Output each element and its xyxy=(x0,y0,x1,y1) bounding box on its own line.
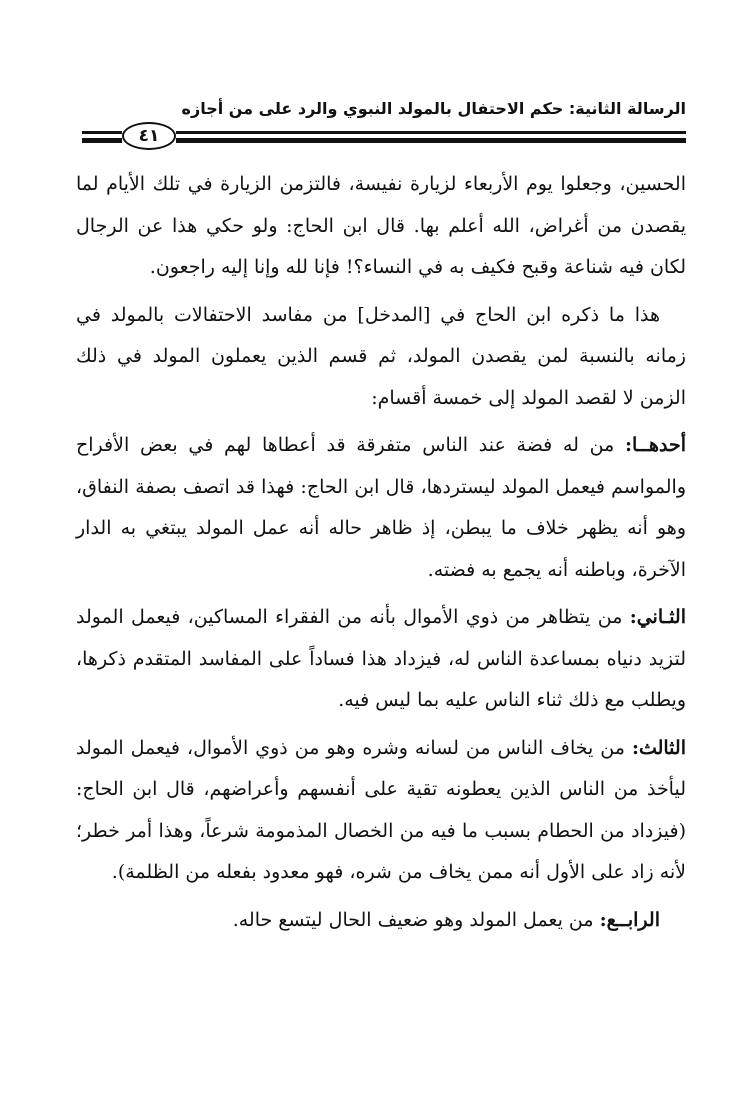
paragraph-text: من له فضة عند الناس متفرقة قد أعطاها لهم في بعض الأفراح والمواسم فيعمل المولد ليستردها، قال ابن الحاج: فهذا قد اتصف بصفة النفاق، وهو أنه يظهر خلاف ما يبطن، إذ ظاهر حاله أنه عمل المولد يبتغي به الدار الآخرة، وباطنه أنه يجمع به فضته. xyxy=(76,434,686,581)
paragraph-text: من يتظاهر من ذوي الأموال بأنه من الفقراء المساكين، فيعمل المولد لتزيد دنياه بمساعدة الناس له، فيزداد هذا فساداً على المفاسد المتقدم ذكرها، ويطلب مع ذلك ثناء الناس عليه بما ليس فيه. xyxy=(76,606,686,711)
paragraph xyxy=(76,900,686,942)
header-rule-left-thin xyxy=(82,131,122,134)
paragraph-text: من يعمل المولد وهو ضعيف الحال ليتسع حاله. xyxy=(232,908,600,931)
paragraph xyxy=(76,295,686,420)
paragraph-text: الحسين، وجعلوا يوم الأربعاء لزيارة نفيسة، فالتزمن الزيارة في تلك الأيام لما يقصدن من أغراض، الله أعلم بها. قال ابن الحاج: ولو حكي هذا عن الرجال لكان فيه شناعة وقبح فكيف به في النساء؟! فإنا لله وإنا إليه راجعون. xyxy=(76,173,686,278)
paragraph xyxy=(76,425,686,591)
paragraph-lead: الرابــع: xyxy=(599,908,660,931)
paragraph-text: من يخاف الناس من لسانه وشره وهو من ذوي الأموال، فيعمل المولد ليأخذ من الناس الذين يعطونه تقية على أنفسهم وأعراضهم، قال ابن الحاج: (فيزداد من الحطام بسبب ما فيه من الخصال المذمومة شرعاً، وهذا أمر خطر؛ لأنه زاد على الأول أنه ممن يخاف من شره، فهو معدود بفعله من الظلمة). xyxy=(76,736,686,883)
paragraph xyxy=(76,164,686,289)
paragraph-lead: الثـاني: xyxy=(629,606,686,628)
paragraph-lead: الثالث: xyxy=(631,736,686,759)
paragraph xyxy=(76,728,686,894)
running-header: الرسالة الثانية: حكم الاحتفال بالمولد النبوي والرد على من أجازه xyxy=(181,99,686,118)
header-rule-right-thin xyxy=(176,131,686,134)
page-number-badge: ٤١ xyxy=(122,122,176,150)
header-rule-left-thick xyxy=(82,138,122,143)
body-text xyxy=(76,164,686,947)
paragraph xyxy=(76,597,686,722)
paragraph-text: هذا ما ذكره ابن الحاج في [المدخل] من مفاسد الاحتفالات بالمولد في زمانه بالنسبة لمن يقصدن المولد، ثم قسم الذين يعملون المولد في ذلك الزمن لا لقصد المولد إلى خمسة أقسام: xyxy=(76,303,686,409)
paragraph-lead: أحدهــا: xyxy=(625,434,686,456)
header-rule-right-thick xyxy=(176,138,686,143)
